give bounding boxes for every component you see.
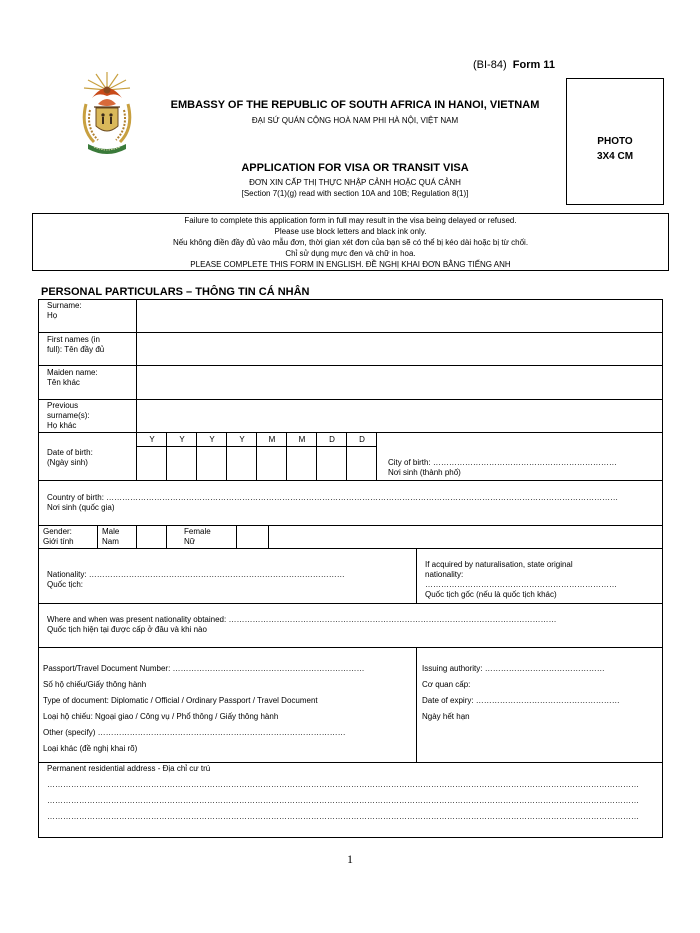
surname-label: Surname: Họ xyxy=(47,301,82,320)
country-of-birth-field[interactable]: Country of birth: ………………………………………………………………………………………………………………………………………………………………………… Nơi sinh (quốc gia) xyxy=(47,493,619,512)
embassy-title-en: EMBASSY OF THE REPUBLIC OF SOUTH AFRICA IN HANOI, VIETNAM xyxy=(170,99,540,111)
notice-line: Nếu không điền đầy đủ vào mẫu đơn, thời gian xét đơn của bạn sẽ có thể bị kéo dài hoặc bị từ chối. xyxy=(172,238,529,247)
passport-number-field: Passport/Travel Document Number: ……………………………………………………………… xyxy=(43,664,365,673)
address-line: …………………………………………………………………………………………………………………………………………………………………………………………………… xyxy=(47,780,639,789)
male-checkbox[interactable] xyxy=(137,526,165,547)
form-code xyxy=(473,59,555,71)
original-nationality-field[interactable]: If acquired by naturalisation, state original nationality: ……………………………………………………………… Quốc tịch gốc (nếu là quốc tịch khác) xyxy=(425,560,617,599)
date-col-year: Y xyxy=(149,435,155,444)
first-names-field[interactable] xyxy=(137,333,662,364)
notice-line: PLEASE COMPLETE THIS FORM IN ENGLISH. ĐỀ NGHỊ KHAI ĐƠN BẰNG TIẾNG ANH xyxy=(190,260,511,269)
issuing-block[interactable]: Issuing authority: ……………………………………… Cơ quan cấp: Date of expiry: ……………………………………………… Ngày hết hạn xyxy=(422,664,658,722)
date-col-year: Y xyxy=(209,435,215,444)
coat-of-arms-emblem xyxy=(76,70,138,158)
form-number: Form 11 xyxy=(512,59,555,71)
section-reference: [Section 7(1)(g) read with section 10A and 10B; Regulation 8(1)] xyxy=(241,189,469,198)
nationality-field[interactable]: Nationality: …………………………………………………………………………………… Quốc tịch: xyxy=(47,570,345,589)
dob-label: Date of birth: (Ngày sinh) xyxy=(47,448,93,467)
notice-line: Please use block letters and black ink only. xyxy=(274,227,427,236)
notice-box xyxy=(32,213,669,271)
date-col-month: M xyxy=(298,435,306,444)
page-number: 1 xyxy=(347,852,353,866)
first-names-label: First names (in full): Tên đầy đủ xyxy=(47,335,105,354)
date-col-day: D xyxy=(329,435,335,444)
passport-block[interactable]: Passport/Travel Document Number: ……………………………………………………………… Số hộ chiếu/Giấy thông hành Type of document: Diplomatic / Official / Ordinary Passport / Travel Document Loại hộ chiếu: Ngoại giao / Công vụ / Phổ thông / Giấy thông hành Other (specify) ………………………………………………………………………………… Loại khác (đề nghị khai rõ) xyxy=(43,664,413,754)
previous-surname-label: Previous surname(s): Họ khác xyxy=(47,401,90,430)
dob-boxes[interactable] xyxy=(137,447,376,479)
notice-line: Failure to complete this application form in full may result in the visa being delayed or refused. xyxy=(184,216,517,225)
issuing-authority-field: Issuing authority: ……………………………………… xyxy=(422,664,605,673)
form-ref: (BI-84) xyxy=(473,59,507,71)
application-title-vi: ĐƠN XIN CẤP THỊ THỰC NHẬP CẢNH HOẶC QUÁ CẢNH xyxy=(249,178,461,187)
previous-surname-field[interactable] xyxy=(137,400,662,431)
section-heading-personal: PERSONAL PARTICULARS – THÔNG TIN CÁ NHÂN xyxy=(41,286,310,298)
other-document-field: Other (specify) ………………………………………………………………………………… xyxy=(43,728,346,737)
date-col-month: M xyxy=(268,435,276,444)
surname-field[interactable] xyxy=(137,300,662,331)
city-of-birth-field[interactable]: City of birth: …………………………………………………………… Nơi sinh (thành phố) xyxy=(388,458,617,477)
nationality-obtained-field[interactable]: Where and when was present nationality obtained: …………………………………………………………………………………………………………… Quốc tịch hiện tại được cấp ở đâu và khi nào xyxy=(47,615,557,634)
photo-size-label: 3X4 CM xyxy=(596,151,634,162)
maiden-name-label: Maiden name: Tên khác xyxy=(47,368,98,387)
expiry-date-field: Date of expiry: ……………………………………………… xyxy=(422,696,620,705)
notice-line: Chỉ sử dụng mực đen và chữ in hoa. xyxy=(285,249,416,258)
address-line: …………………………………………………………………………………………………………………………………………………………………………………………………… xyxy=(47,812,639,821)
gender-label: Gender: Giới tính xyxy=(43,527,74,546)
female-label: Female Nữ xyxy=(184,527,211,546)
photo-box[interactable] xyxy=(566,78,664,205)
male-label: Male Nam xyxy=(102,527,120,546)
female-checkbox[interactable] xyxy=(237,526,267,547)
date-col-year: Y xyxy=(179,435,185,444)
date-col-year: Y xyxy=(239,435,245,444)
address-line: …………………………………………………………………………………………………………………………………………………………………………………………………… xyxy=(47,796,639,805)
address-block[interactable] xyxy=(47,764,657,822)
address-label: Permanent residential address - Địa chỉ cư trú xyxy=(47,764,211,773)
embassy-title-vi: ĐẠI SỨ QUÁN CỘNG HOÀ NAM PHI HÀ NỘI, VIỆT NAM xyxy=(251,116,459,125)
photo-label: PHOTO xyxy=(597,136,633,147)
application-title-en: APPLICATION FOR VISA OR TRANSIT VISA xyxy=(241,162,469,174)
document-type-field: Type of document: Diplomatic / Official / Ordinary Passport / Travel Document xyxy=(43,696,318,705)
date-col-day: D xyxy=(359,435,365,444)
maiden-name-field[interactable] xyxy=(137,366,662,398)
